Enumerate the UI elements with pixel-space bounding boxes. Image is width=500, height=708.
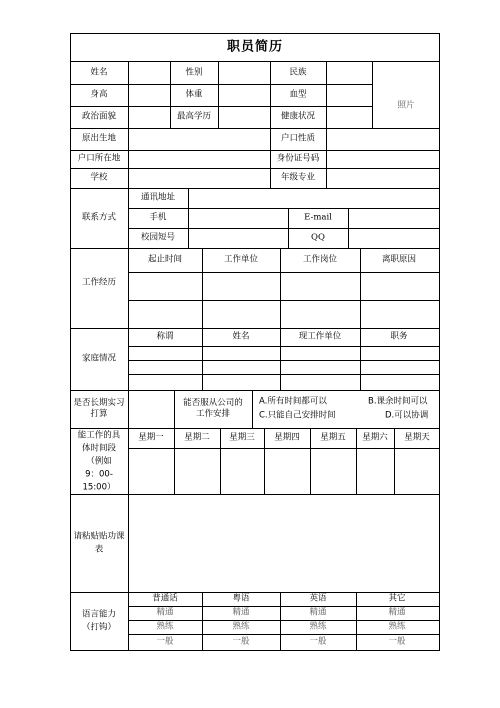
- option-d: D.可以协调: [385, 410, 429, 421]
- campus-sms-label: 校园短号: [140, 232, 176, 243]
- work-header-employer: 工作单位: [223, 254, 259, 265]
- row-line: [70, 150, 440, 151]
- longterm-internship-label: 是否长期实习打算: [73, 398, 125, 419]
- col-line: [280, 248, 281, 328]
- row-line: [128, 228, 440, 229]
- work-section-label: 工作经历: [81, 277, 117, 288]
- row-line: [70, 328, 440, 329]
- schedule-label-line-1: 能工作的具: [77, 430, 121, 441]
- col-line: [360, 328, 361, 390]
- col-line: [218, 61, 219, 128]
- row-line: [70, 168, 440, 169]
- language-header-other: 其它: [388, 593, 406, 604]
- row-line: [128, 360, 440, 361]
- day-tuesday: 星期二: [184, 432, 210, 443]
- language-header-english: 英语: [309, 593, 327, 604]
- level-proficient-mandarin[interactable]: 熟练: [156, 621, 174, 632]
- row-line: [70, 61, 440, 62]
- row-line: [70, 188, 440, 189]
- level-basic-english[interactable]: 一般: [309, 636, 327, 647]
- row-line: [70, 390, 440, 391]
- col-line: [372, 61, 373, 128]
- col-line: [280, 328, 281, 390]
- level-proficient-cantonese[interactable]: 熟练: [232, 621, 250, 632]
- work-header-period: 起止时间: [147, 254, 183, 265]
- row-line: [70, 128, 440, 129]
- family-header-title: 职务: [390, 331, 408, 342]
- level-basic-other[interactable]: 一般: [388, 636, 406, 647]
- table-border-left: [70, 33, 71, 650]
- level-basic-mandarin[interactable]: 一般: [156, 636, 174, 647]
- page-title: 职员简历: [226, 39, 284, 55]
- family-header-name: 姓名: [232, 331, 250, 342]
- schedule-label-line-5: 15:00）: [82, 482, 116, 493]
- table-border-right: [439, 33, 440, 650]
- timetable-label-line-1: 请粘贴贴功课: [73, 531, 125, 542]
- birthplace-label: 原出生地: [81, 133, 117, 144]
- option-c: C.只能自己安排时间: [259, 410, 336, 421]
- health-label: 健康状况: [280, 111, 316, 122]
- day-friday: 星期五: [320, 432, 346, 443]
- language-label-line-2: （打钩）: [81, 622, 117, 633]
- col-line: [202, 328, 203, 390]
- name-label: 姓名: [90, 67, 108, 78]
- row-line: [70, 428, 440, 429]
- political-status-label: 政治面貌: [81, 111, 117, 122]
- level-fluent-cantonese[interactable]: 精通: [232, 607, 250, 618]
- option-b: B.课余时间可以: [368, 396, 428, 407]
- col-line: [220, 428, 221, 494]
- row-line: [128, 272, 440, 273]
- level-fluent-mandarin[interactable]: 精通: [156, 607, 174, 618]
- day-thursday: 星期四: [274, 432, 300, 443]
- row-line: [128, 208, 440, 209]
- schedule-label-line-4: 9：00-: [85, 469, 113, 480]
- work-header-position: 工作岗位: [302, 254, 338, 265]
- school-label: 学校: [90, 172, 108, 183]
- col-line: [394, 428, 395, 494]
- row-line: [70, 592, 440, 593]
- col-line: [270, 61, 271, 188]
- hukou-type-label: 户口性质: [280, 133, 316, 144]
- col-line: [360, 248, 361, 328]
- level-fluent-english[interactable]: 精通: [309, 607, 327, 618]
- col-line: [128, 61, 129, 650]
- grade-major-label: 年级专业: [280, 172, 316, 183]
- col-line: [174, 390, 175, 428]
- language-label-line-1: 语言能力: [81, 609, 117, 620]
- hukou-location-label: 户口所在地: [77, 153, 121, 164]
- col-line: [264, 428, 265, 494]
- contact-section-label: 联系方式: [81, 212, 117, 223]
- col-line: [170, 61, 171, 128]
- col-line: [356, 428, 357, 494]
- col-line: [310, 428, 311, 494]
- col-line: [188, 188, 189, 248]
- row-line: [128, 374, 440, 375]
- family-header-workplace: 现工作单位: [298, 331, 342, 342]
- gender-label: 性别: [185, 67, 203, 78]
- col-line: [252, 390, 253, 428]
- day-sunday: 星期天: [404, 432, 430, 443]
- row-line: [128, 300, 440, 301]
- row-line: [128, 634, 440, 635]
- schedule-label-line-3: （例如: [86, 456, 112, 467]
- language-header-cantonese: 粤语: [232, 593, 250, 604]
- col-line: [202, 592, 203, 650]
- table-border-top: [70, 33, 440, 34]
- email-label: E-mail: [304, 212, 332, 223]
- day-saturday: 星期六: [362, 432, 388, 443]
- blood-type-label: 血型: [289, 89, 307, 100]
- language-header-mandarin: 普通话: [152, 593, 178, 604]
- height-label: 身高: [90, 89, 108, 100]
- address-label: 通讯地址: [140, 192, 176, 203]
- family-section-label: 家庭情况: [81, 353, 117, 364]
- col-line: [202, 248, 203, 328]
- row-line: [70, 494, 440, 495]
- ethnicity-label: 民族: [289, 67, 307, 78]
- phone-label: 手机: [149, 212, 167, 223]
- option-a: A.所有时间都可以: [259, 396, 327, 407]
- col-line: [356, 592, 357, 650]
- obey-arrangement-label: 能否服从公司的工作安排: [183, 398, 243, 419]
- level-basic-cantonese[interactable]: 一般: [232, 636, 250, 647]
- row-line: [70, 248, 440, 249]
- col-line: [348, 208, 349, 248]
- weight-label: 体重: [185, 89, 203, 100]
- day-monday: 星期一: [138, 432, 164, 443]
- level-fluent-other[interactable]: 精通: [388, 607, 406, 618]
- day-wednesday: 星期三: [229, 432, 255, 443]
- work-header-leave-reason: 离职原因: [381, 254, 417, 265]
- qq-label: QQ: [311, 232, 325, 243]
- col-line: [288, 208, 289, 248]
- timetable-label-line-2: 表: [94, 544, 104, 555]
- col-line: [326, 61, 327, 188]
- level-proficient-other[interactable]: 熟练: [388, 621, 406, 632]
- photo-placeholder: 照片: [397, 100, 415, 111]
- col-line: [280, 592, 281, 650]
- level-proficient-english[interactable]: 熟练: [309, 621, 327, 632]
- table-border-bottom: [70, 650, 440, 651]
- schedule-label-line-2: 体时间段: [81, 443, 117, 454]
- id-number-label: 身份证号码: [276, 153, 320, 164]
- row-line: [128, 346, 440, 347]
- family-header-relation: 称谓: [156, 331, 174, 342]
- education-label: 最高学历: [176, 111, 212, 122]
- col-line: [174, 428, 175, 494]
